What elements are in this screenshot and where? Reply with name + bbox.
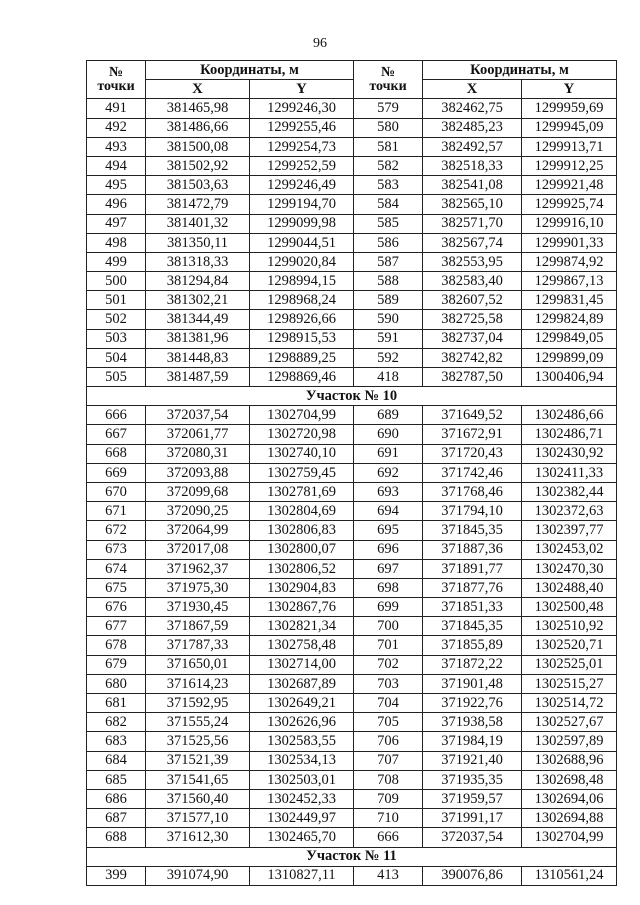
x-left-cell: 381381,96 [146, 329, 250, 348]
point-no-right-cell: 706 [354, 732, 423, 751]
point-no-left-cell: 684 [87, 751, 146, 770]
point-no-left-cell: 503 [87, 329, 146, 348]
point-no-right-cell: 586 [354, 233, 423, 252]
point-no-left-cell: 497 [87, 214, 146, 233]
x-right-cell: 371984,19 [423, 732, 522, 751]
y-header-right: Y [522, 80, 617, 99]
y-right-cell: 1302694,88 [522, 809, 617, 828]
y-right-cell: 1302514,72 [522, 694, 617, 713]
y-left-cell: 1302804,69 [250, 502, 354, 521]
table-row [87, 118, 617, 137]
x-right-cell: 382571,70 [423, 214, 522, 233]
x-left-cell: 381344,49 [146, 310, 250, 329]
y-right-cell: 1302411,33 [522, 463, 617, 482]
point-no-right-cell: 588 [354, 272, 423, 291]
x-left-cell: 381487,59 [146, 368, 250, 387]
x-left-cell: 371975,30 [146, 578, 250, 597]
page-number: 96 [313, 36, 327, 51]
y-right-cell: 1299899,09 [522, 348, 617, 367]
point-no-right-cell: 710 [354, 809, 423, 828]
table-row [87, 828, 617, 847]
point-no-right-cell: 690 [354, 425, 423, 444]
y-right-cell: 1299913,71 [522, 137, 617, 156]
x-right-cell: 371872,22 [423, 655, 522, 674]
table-row [87, 137, 617, 156]
x-left-cell: 381302,21 [146, 291, 250, 310]
x-left-cell: 371930,45 [146, 598, 250, 617]
y-right-cell: 1299867,13 [522, 272, 617, 291]
point-no-right-cell: 698 [354, 578, 423, 597]
y-left-cell: 1302904,83 [250, 578, 354, 597]
y-left-cell: 1302503,01 [250, 770, 354, 789]
y-left-cell: 1298889,25 [250, 348, 354, 367]
x-right-cell: 371672,91 [423, 425, 522, 444]
table-row [87, 463, 617, 482]
y-left-cell: 1299252,59 [250, 156, 354, 175]
x-right-cell: 371935,35 [423, 770, 522, 789]
y-left-cell: 1302806,83 [250, 521, 354, 540]
y-right-cell: 1302694,06 [522, 789, 617, 808]
x-left-cell: 371650,01 [146, 655, 250, 674]
x-right-cell: 371742,46 [423, 463, 522, 482]
y-right-cell: 1302372,63 [522, 502, 617, 521]
x-left-cell: 371555,24 [146, 713, 250, 732]
x-left-cell: 381350,11 [146, 233, 250, 252]
point-no-left-cell: 492 [87, 118, 146, 137]
x-left-cell: 372061,77 [146, 425, 250, 444]
y-left-cell: 1298968,24 [250, 291, 354, 310]
point-no-left-cell: 494 [87, 156, 146, 175]
x-left-cell: 371521,39 [146, 751, 250, 770]
x-header-right: X [423, 80, 522, 99]
y-right-cell: 1299849,05 [522, 329, 617, 348]
x-right-cell: 371845,35 [423, 617, 522, 636]
point-no-right-cell: 692 [354, 463, 423, 482]
y-left-cell: 1302583,55 [250, 732, 354, 751]
point-no-left-cell: 498 [87, 233, 146, 252]
y-right-cell: 1299874,92 [522, 252, 617, 271]
point-no-left-cell: 670 [87, 482, 146, 501]
table-row [87, 789, 617, 808]
table-row [87, 156, 617, 175]
y-left-cell: 1302452,33 [250, 789, 354, 808]
x-right-cell: 371901,48 [423, 674, 522, 693]
y-right-cell: 1302500,48 [522, 598, 617, 617]
x-right-cell: 371938,58 [423, 713, 522, 732]
x-right-cell: 372037,54 [423, 828, 522, 847]
point-no-left-cell: 491 [87, 99, 146, 118]
point-no-left-cell: 679 [87, 655, 146, 674]
table-row [87, 617, 617, 636]
x-left-cell: 371867,59 [146, 617, 250, 636]
y-right-cell: 1299824,89 [522, 310, 617, 329]
y-right-cell: 1302525,01 [522, 655, 617, 674]
point-no-right-cell: 585 [354, 214, 423, 233]
x-right-cell: 371768,46 [423, 482, 522, 501]
y-right-cell: 1302382,44 [522, 482, 617, 501]
point-no-right-cell: 699 [354, 598, 423, 617]
y-left-cell: 1302534,13 [250, 751, 354, 770]
point-no-left-cell: 499 [87, 252, 146, 271]
y-left-cell: 1302759,45 [250, 463, 354, 482]
x-left-cell: 381486,66 [146, 118, 250, 137]
y-left-cell: 1299246,30 [250, 99, 354, 118]
table-row [87, 694, 617, 713]
table-row [87, 636, 617, 655]
point-no-right-cell: 695 [354, 521, 423, 540]
table-row [87, 406, 617, 425]
point-no-right-cell: 418 [354, 368, 423, 387]
table-row [87, 99, 617, 118]
point-no-left-cell: 688 [87, 828, 146, 847]
table-row [87, 310, 617, 329]
x-right-cell: 382607,52 [423, 291, 522, 310]
point-no-left-cell: 683 [87, 732, 146, 751]
y-right-cell: 1302520,71 [522, 636, 617, 655]
x-left-cell: 372093,88 [146, 463, 250, 482]
x-right-cell: 382462,75 [423, 99, 522, 118]
point-no-left-cell: 493 [87, 137, 146, 156]
x-left-cell: 371614,23 [146, 674, 250, 693]
point-no-right-cell: 591 [354, 329, 423, 348]
table-row [87, 348, 617, 367]
table-row [87, 444, 617, 463]
y-right-cell: 1299901,33 [522, 233, 617, 252]
y-right-cell: 1302698,48 [522, 770, 617, 789]
point-no-left-cell: 677 [87, 617, 146, 636]
table-row [87, 176, 617, 195]
y-right-cell: 1302486,66 [522, 406, 617, 425]
x-left-cell: 371525,56 [146, 732, 250, 751]
x-left-cell: 371787,33 [146, 636, 250, 655]
x-right-cell: 371851,33 [423, 598, 522, 617]
point-no-left-cell: 681 [87, 694, 146, 713]
point-no-right-cell: 700 [354, 617, 423, 636]
x-left-cell: 371577,10 [146, 809, 250, 828]
x-right-cell: 382742,82 [423, 348, 522, 367]
coordinates-header-left: Координаты, м [146, 61, 354, 80]
x-right-cell: 371855,89 [423, 636, 522, 655]
table-row [87, 482, 617, 501]
table-row [87, 214, 617, 233]
point-no-left-cell: 671 [87, 502, 146, 521]
y-left-cell: 1299254,73 [250, 137, 354, 156]
table-row [87, 578, 617, 597]
y-right-cell: 1302488,40 [522, 578, 617, 597]
x-left-cell: 381465,98 [146, 99, 250, 118]
x-left-cell: 381472,79 [146, 195, 250, 214]
point-no-left-cell: 669 [87, 463, 146, 482]
y-left-cell: 1299099,98 [250, 214, 354, 233]
point-no-left-cell: 500 [87, 272, 146, 291]
point-no-left-cell: 666 [87, 406, 146, 425]
table-row [87, 674, 617, 693]
x-right-cell: 382541,08 [423, 176, 522, 195]
section-row [87, 387, 617, 406]
coordinates-table [86, 60, 617, 886]
y-left-cell: 1302800,07 [250, 540, 354, 559]
y-right-cell: 1302515,27 [522, 674, 617, 693]
y-left-cell: 1298994,15 [250, 272, 354, 291]
y-left-cell: 1310827,11 [250, 866, 354, 885]
point-no-right-cell: 581 [354, 137, 423, 156]
table-row [87, 368, 617, 387]
point-no-right-cell: 592 [354, 348, 423, 367]
y-left-cell: 1302626,96 [250, 713, 354, 732]
table-row [87, 598, 617, 617]
point-no-right-cell: 709 [354, 789, 423, 808]
coordinates-header-right: Координаты, м [423, 61, 617, 80]
x-right-cell: 371845,35 [423, 521, 522, 540]
point-no-left-cell: 678 [87, 636, 146, 655]
point-no-right-cell: 666 [354, 828, 423, 847]
point-no-right-cell: 584 [354, 195, 423, 214]
y-left-cell: 1302867,76 [250, 598, 354, 617]
table-row [87, 195, 617, 214]
y-right-cell: 1300406,94 [522, 368, 617, 387]
x-right-cell: 382553,95 [423, 252, 522, 271]
point-no-right-cell: 580 [354, 118, 423, 137]
y-left-cell: 1298915,53 [250, 329, 354, 348]
table-row [87, 502, 617, 521]
y-left-cell: 1299020,84 [250, 252, 354, 271]
point-no-left-cell: 685 [87, 770, 146, 789]
y-right-cell: 1302486,71 [522, 425, 617, 444]
point-no-left-cell: 496 [87, 195, 146, 214]
section-title: Участок № 11 [87, 847, 617, 866]
x-left-cell: 371560,40 [146, 789, 250, 808]
point-no-right-cell: 703 [354, 674, 423, 693]
x-left-cell: 371541,65 [146, 770, 250, 789]
point-number-header-left: № точки [87, 61, 146, 99]
x-right-cell: 382565,10 [423, 195, 522, 214]
table-row [87, 559, 617, 578]
y-right-cell: 1302430,92 [522, 444, 617, 463]
y-left-cell: 1298926,66 [250, 310, 354, 329]
y-left-cell: 1302687,89 [250, 674, 354, 693]
point-no-right-cell: 693 [354, 482, 423, 501]
y-left-cell: 1302649,21 [250, 694, 354, 713]
point-no-left-cell: 495 [87, 176, 146, 195]
y-right-cell: 1302597,89 [522, 732, 617, 751]
y-right-cell: 1310561,24 [522, 866, 617, 885]
y-right-cell: 1299959,69 [522, 99, 617, 118]
point-no-left-cell: 686 [87, 789, 146, 808]
point-no-right-cell: 707 [354, 751, 423, 770]
point-no-right-cell: 413 [354, 866, 423, 885]
point-no-left-cell: 502 [87, 310, 146, 329]
point-no-right-cell: 583 [354, 176, 423, 195]
x-right-cell: 382492,57 [423, 137, 522, 156]
x-right-cell: 382725,58 [423, 310, 522, 329]
x-right-cell: 371877,76 [423, 578, 522, 597]
point-no-right-cell: 708 [354, 770, 423, 789]
y-left-cell: 1299044,51 [250, 233, 354, 252]
x-right-cell: 382737,04 [423, 329, 522, 348]
y-right-cell: 1299921,48 [522, 176, 617, 195]
point-no-right-cell: 697 [354, 559, 423, 578]
table-row [87, 713, 617, 732]
y-right-cell: 1299916,10 [522, 214, 617, 233]
y-right-cell: 1299925,74 [522, 195, 617, 214]
point-no-right-cell: 582 [354, 156, 423, 175]
table-row [87, 770, 617, 789]
x-left-cell: 371612,30 [146, 828, 250, 847]
x-right-cell: 382787,50 [423, 368, 522, 387]
y-left-cell: 1302720,98 [250, 425, 354, 444]
point-no-left-cell: 675 [87, 578, 146, 597]
y-left-cell: 1302806,52 [250, 559, 354, 578]
table-row [87, 329, 617, 348]
x-right-cell: 371921,40 [423, 751, 522, 770]
x-right-cell: 371959,57 [423, 789, 522, 808]
y-right-cell: 1302704,99 [522, 828, 617, 847]
y-right-cell: 1302453,02 [522, 540, 617, 559]
point-no-left-cell: 667 [87, 425, 146, 444]
x-right-cell: 371794,10 [423, 502, 522, 521]
point-no-left-cell: 687 [87, 809, 146, 828]
x-left-cell: 391074,90 [146, 866, 250, 885]
x-right-cell: 371649,52 [423, 406, 522, 425]
table-row [87, 291, 617, 310]
x-left-cell: 372090,25 [146, 502, 250, 521]
y-left-cell: 1302449,97 [250, 809, 354, 828]
table-row [87, 655, 617, 674]
y-right-cell: 1299831,45 [522, 291, 617, 310]
point-no-left-cell: 668 [87, 444, 146, 463]
table-row [87, 521, 617, 540]
table-row [87, 233, 617, 252]
y-left-cell: 1302714,00 [250, 655, 354, 674]
point-no-right-cell: 579 [354, 99, 423, 118]
y-right-cell: 1302470,30 [522, 559, 617, 578]
x-left-cell: 381294,84 [146, 272, 250, 291]
point-no-left-cell: 676 [87, 598, 146, 617]
x-left-cell: 372017,08 [146, 540, 250, 559]
y-left-cell: 1299255,46 [250, 118, 354, 137]
point-no-right-cell: 696 [354, 540, 423, 559]
y-left-cell: 1302758,48 [250, 636, 354, 655]
point-no-right-cell: 590 [354, 310, 423, 329]
y-left-cell: 1302740,10 [250, 444, 354, 463]
point-no-left-cell: 672 [87, 521, 146, 540]
y-right-cell: 1299912,25 [522, 156, 617, 175]
y-right-cell: 1302397,77 [522, 521, 617, 540]
point-no-right-cell: 705 [354, 713, 423, 732]
x-right-cell: 382583,40 [423, 272, 522, 291]
point-no-left-cell: 673 [87, 540, 146, 559]
point-no-left-cell: 674 [87, 559, 146, 578]
y-right-cell: 1302510,92 [522, 617, 617, 636]
point-no-left-cell: 682 [87, 713, 146, 732]
point-no-left-cell: 505 [87, 368, 146, 387]
x-right-cell: 371891,77 [423, 559, 522, 578]
x-left-cell: 381401,32 [146, 214, 250, 233]
x-left-cell: 381448,83 [146, 348, 250, 367]
x-right-cell: 371887,36 [423, 540, 522, 559]
x-left-cell: 381503,63 [146, 176, 250, 195]
x-left-cell: 372099,68 [146, 482, 250, 501]
x-right-cell: 382485,23 [423, 118, 522, 137]
point-no-left-cell: 501 [87, 291, 146, 310]
y-left-cell: 1298869,46 [250, 368, 354, 387]
point-no-left-cell: 399 [87, 866, 146, 885]
table-row [87, 732, 617, 751]
y-left-cell: 1302821,34 [250, 617, 354, 636]
point-number-header-right: № точки [354, 61, 423, 99]
y-left-cell: 1299194,70 [250, 195, 354, 214]
y-left-cell: 1302704,99 [250, 406, 354, 425]
x-right-cell: 371720,43 [423, 444, 522, 463]
x-right-cell: 382567,74 [423, 233, 522, 252]
point-no-right-cell: 589 [354, 291, 423, 310]
table-row [87, 272, 617, 291]
y-right-cell: 1302527,67 [522, 713, 617, 732]
point-no-right-cell: 689 [354, 406, 423, 425]
x-left-cell: 372064,99 [146, 521, 250, 540]
section-row [87, 847, 617, 866]
point-no-right-cell: 704 [354, 694, 423, 713]
x-left-cell: 372037,54 [146, 406, 250, 425]
x-left-cell: 371962,37 [146, 559, 250, 578]
y-right-cell: 1299945,09 [522, 118, 617, 137]
table-row [87, 809, 617, 828]
table-row [87, 751, 617, 770]
point-no-left-cell: 680 [87, 674, 146, 693]
x-left-cell: 381502,92 [146, 156, 250, 175]
x-right-cell: 371922,76 [423, 694, 522, 713]
point-no-right-cell: 694 [354, 502, 423, 521]
table-body [87, 99, 617, 885]
x-left-cell: 372080,31 [146, 444, 250, 463]
point-no-left-cell: 504 [87, 348, 146, 367]
point-no-right-cell: 587 [354, 252, 423, 271]
table-row [87, 540, 617, 559]
table-row [87, 866, 617, 885]
x-header-left: X [146, 80, 250, 99]
y-left-cell: 1299246,49 [250, 176, 354, 195]
x-left-cell: 381318,33 [146, 252, 250, 271]
section-title: Участок № 10 [87, 387, 617, 406]
table-row [87, 425, 617, 444]
table-row [87, 252, 617, 271]
y-left-cell: 1302781,69 [250, 482, 354, 501]
x-left-cell: 381500,08 [146, 137, 250, 156]
y-right-cell: 1302688,96 [522, 751, 617, 770]
point-no-right-cell: 702 [354, 655, 423, 674]
point-no-right-cell: 691 [354, 444, 423, 463]
y-header-left: Y [250, 80, 354, 99]
x-right-cell: 382518,33 [423, 156, 522, 175]
y-left-cell: 1302465,70 [250, 828, 354, 847]
x-right-cell: 371991,17 [423, 809, 522, 828]
x-left-cell: 371592,95 [146, 694, 250, 713]
x-right-cell: 390076,86 [423, 866, 522, 885]
point-no-right-cell: 701 [354, 636, 423, 655]
